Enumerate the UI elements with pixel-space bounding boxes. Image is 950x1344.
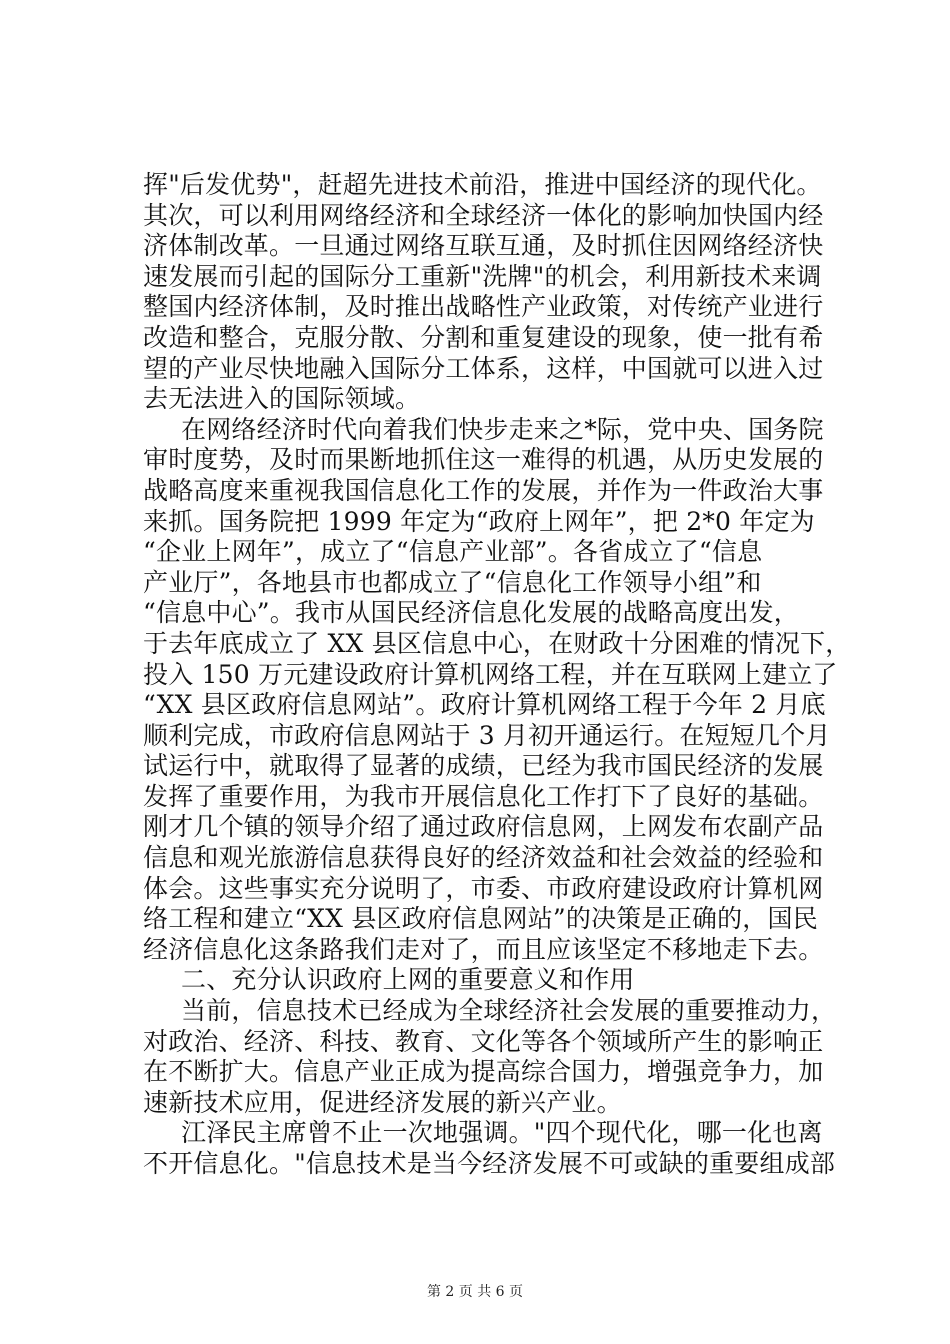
text-line: 来抓。国务院把 1999 年定为“政府上网年”，把 2*0 年定为 [143,506,815,536]
text-line: 济体制改革。一旦通过网络互联互通，及时抓住因网络经济快 [143,231,824,261]
text-line: 顺利完成，市政府信息网站于 3 月初开通运行。在短短几个月 [143,720,831,750]
text-line: 其次，可以利用网络经济和全球经济一体化的影响加快国内经 [143,200,824,230]
text-line: 速发展而引起的国际分工重新"洗牌"的机会，利用新技术来调 [143,261,822,291]
text-line: 试运行中，就取得了显著的成绩，已经为我市国民经济的发展 [143,751,824,781]
text-line: 在网络经济时代向着我们快步走来之*际，党中央、国务院 [181,414,824,444]
text-line: 投入 150 万元建设政府计算机网络工程，并在互联网上建立了 [143,659,838,689]
text-line: 整国内经济体制，及时推出战略性产业政策，对传统产业进行 [143,292,824,322]
text-line: 望的产业尽快地融入国际分工体系，这样，中国就可以进入过 [143,353,824,383]
text-line: 审时度势，及时而果断地抓住这一难得的机遇，从历史发展的 [143,445,824,475]
text-line: 于去年底成立了 XX 县区信息中心，在财政十分困难的情况下， [143,628,851,658]
text-line: “XX 县区政府信息网站”。政府计算机网络工程于今年 2 月底 [143,690,826,720]
text-line: 不开信息化。"信息技术是当今经济发展不可或缺的重要组成部 [143,1149,836,1178]
text-line: “信息中心”。我市从国民经济信息化发展的战略高度出发， [143,598,799,628]
text-line: 江泽民主席曾不止一次地强调。"四个现代化，哪一化也离 [181,1118,823,1148]
text-line: 产业厅”，各地县市也都成立了“信息化工作领导小组”和 [143,567,762,597]
text-line: 速新技术应用，促进经济发展的新兴产业。 [143,1087,622,1117]
text-line: 络工程和建立“XX 县区政府信息网站”的决策是正确的，国民 [143,904,818,934]
text-line: 在不断扩大。信息产业正成为提高综合国力，增强竞争力，加 [143,1057,824,1087]
text-line: 体会。这些事实充分说明了，市委、市政府建设政府计算机网 [143,873,824,903]
text-line: 对政治、经济、科技、教育、文化等各个领域所产生的影响正 [143,1026,824,1056]
page-number-label: 第 2 页 共 6 页 [426,1284,524,1300]
text-line: 去无法进入的国际领域。 [143,384,421,414]
text-line: 发挥了重要作用，为我市开展信息化工作打下了良好的基础。 [143,781,824,811]
text-line: 刚才几个镇的领导介绍了通过政府信息网，上网发布农副产品 [143,812,824,842]
text-line: “企业上网年”，成立了“信息产业部”。各省成立了“信息 [143,537,763,567]
text-line: 当前，信息技术已经成为全球经济社会发展的重要推动力， [181,996,837,1026]
text-line: 信息和观光旅游信息获得良好的经济效益和社会效益的经验和 [143,843,824,873]
page-footer [0,1283,950,1301]
text-line: 经济信息化这条路我们走对了，而且应该坚定不移地走下去。 [143,934,824,964]
document-body [143,170,851,1180]
text-line: 改造和整合，克服分散、分割和重复建设的现象，使一批有希 [143,322,824,352]
text-line: 战略高度来重视我国信息化工作的发展，并作为一件政治大事 [143,475,824,505]
text-line: 挥"后发优势"，赶超先进技术前沿，推进中国经济的现代化。 [143,170,822,199]
text-line: 二、充分认识政府上网的重要意义和作用 [181,965,635,995]
